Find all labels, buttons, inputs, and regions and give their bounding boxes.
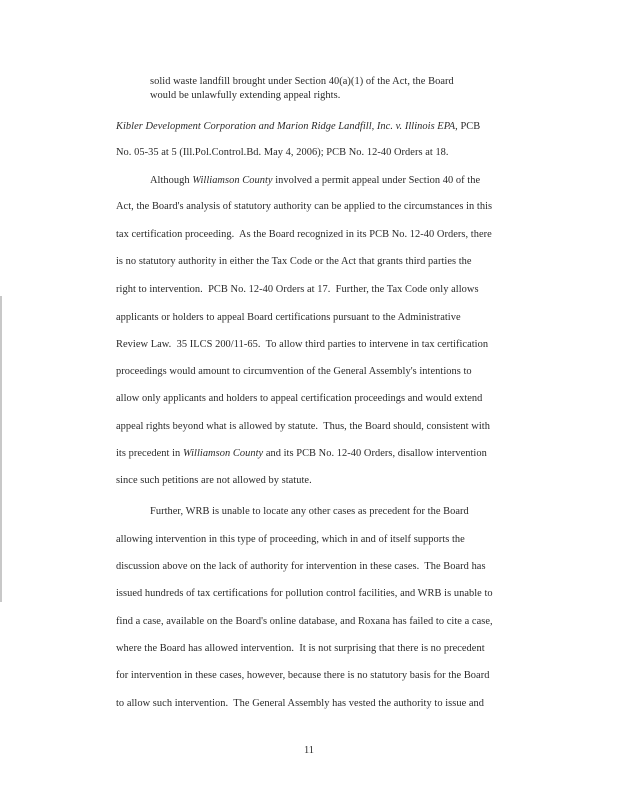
text-run: and its PCB No. 12-40 Orders, disallow intervention	[263, 448, 487, 459]
paragraph-2-line-8: to allow such intervention. The General Assembly has vested the authority to issue and	[116, 698, 485, 709]
paragraph-2-line-6: where the Board has allowed intervention. It is not surprising that there is no precedent	[116, 643, 485, 654]
paragraph-1-line-7: Review Law. 35 ILCS 200/11-65. To allow third parties to intervene in tax certification	[116, 339, 489, 350]
paragraph-1-line-8: proceedings would amount to circumvention of the General Assembly's intentions to	[116, 366, 472, 377]
paragraph-2-line-4: issued hundreds of tax certifications for pollution control facilities, and WRB is unable to	[116, 588, 493, 599]
paragraph-1-line-5: right to intervention. PCB No. 12-40 Orders at 17. Further, the Tax Code only allows	[116, 284, 479, 295]
paragraph-1-line-12: since such petitions are not allowed by statute.	[116, 475, 312, 486]
citation-line-2: No. 05-35 at 5 (Ill.Pol.Control.Bd. May 4, 2006); PCB No. 12-40 Orders at 18.	[116, 147, 449, 158]
paragraph-1-line-1	[150, 174, 480, 188]
text-run: its precedent in	[116, 448, 183, 459]
text-run: involved a permit appeal under Section 40 of the	[272, 175, 481, 186]
paragraph-2-line-1: Further, WRB is unable to locate any other cases as precedent for the Board	[150, 506, 469, 517]
scan-edge-mark	[0, 296, 2, 602]
block-quote-line-1: solid waste landfill brought under Section 40(a)(1) of the Act, the Board	[150, 76, 454, 87]
paragraph-1-line-11	[116, 447, 487, 461]
paragraph-1-line-4: is no statutory authority in either the Tax Code or the Act that grants third parties the	[116, 256, 472, 267]
paragraph-1-line-10: appeal rights beyond what is allowed by statute. Thus, the Board should, consistent with	[116, 421, 490, 432]
paragraph-1-line-9: allow only applicants and holders to appeal certification proceedings and would extend	[116, 393, 483, 404]
block-quote-line-2: would be unlawfully extending appeal rights.	[150, 90, 341, 101]
citation-case-name: Kibler Development Corporation and Marion Ridge Landfill, Inc. v. Illinois EPA,	[116, 121, 458, 132]
paragraph-1-line-2: Act, the Board's analysis of statutory authority can be applied to the circumstances in this	[116, 201, 493, 212]
paragraph-1-line-6: applicants or holders to appeal Board certifications pursuant to the Administrative	[116, 312, 461, 323]
paragraph-2-line-2: allowing intervention in this type of proceeding, which in and of itself supports the	[116, 534, 465, 545]
citation-line-1	[116, 120, 480, 134]
case-reference: Williamson County	[182, 448, 264, 459]
page-number: 11	[303, 745, 314, 756]
case-reference: Williamson County	[192, 175, 273, 186]
paragraph-2-line-3: discussion above on the lack of authority for intervention in these cases. The Board has	[116, 561, 486, 572]
citation-line-1-rest: PCB	[457, 121, 481, 132]
text-run: Although	[150, 175, 193, 186]
paragraph-2-line-7: for intervention in these cases, however, because there is no statutory basis for the Board	[116, 670, 490, 681]
paragraph-2-line-5: find a case, available on the Board's online database, and Roxana has failed to cite a case,	[116, 616, 493, 627]
paragraph-1-line-3: tax certification proceeding. As the Board recognized in its PCB No. 12-40 Orders, there	[116, 229, 492, 240]
